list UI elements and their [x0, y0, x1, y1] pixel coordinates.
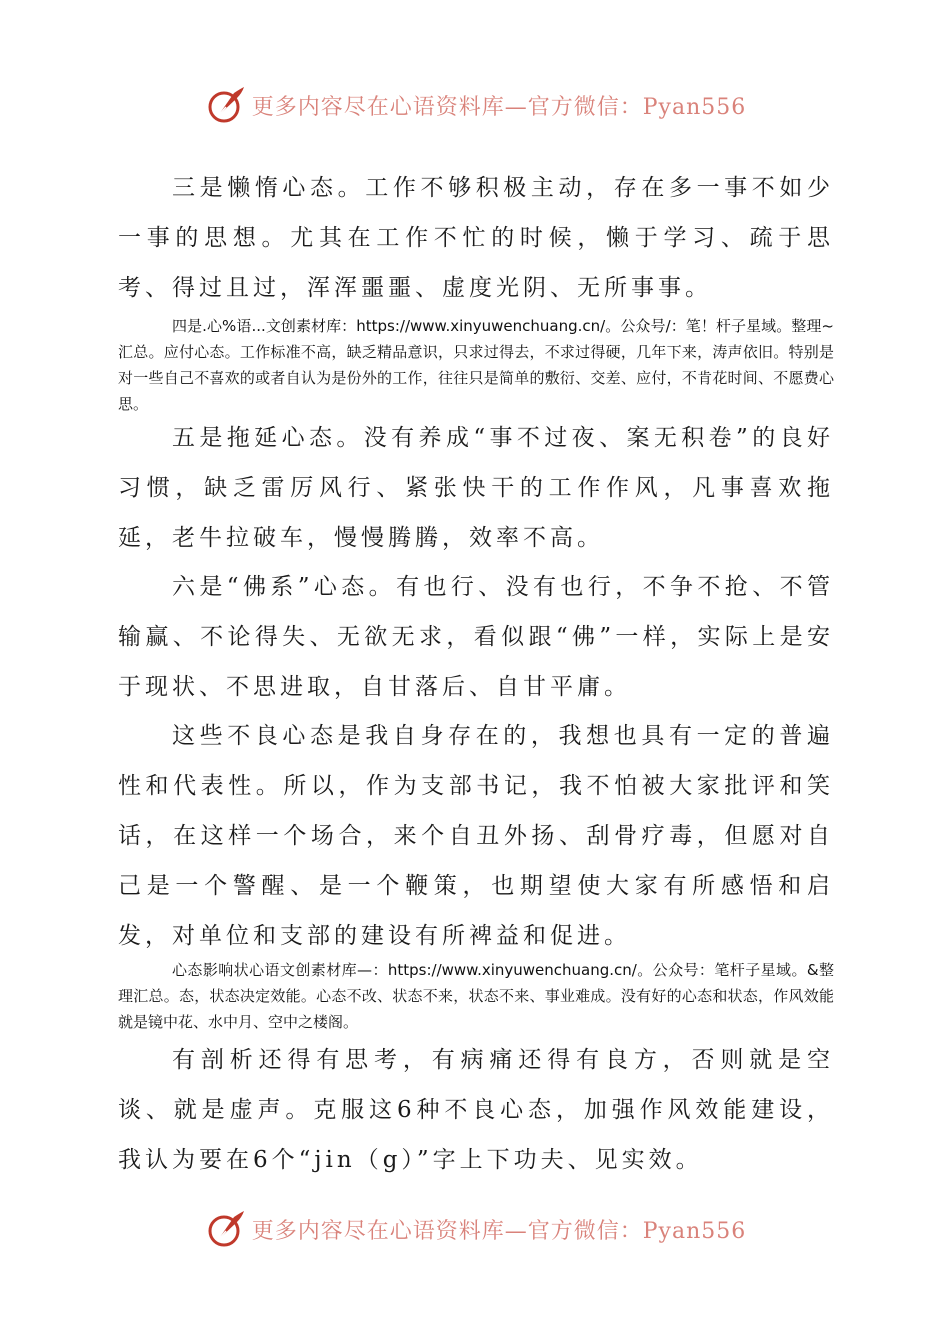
- note-mindset-effect: 心态影响状心语文创素材库—：https://www.xinyuwenchuang.cn/。公众号：笔杆子星域。&整理汇总。态，状态决定效能。心态不改、状态不来，状态不来、事业难成。没有好的心态和状态，作风效能就是镜中花、水中月、空中之楼阁。: [118, 961, 834, 1031]
- header-banner: [0, 80, 950, 130]
- quill-pen-icon: [204, 1207, 248, 1251]
- quill-pen-icon: [204, 83, 248, 127]
- paragraph-buddhist-mindset: 六是“佛系”心态。有也行、没有也行，不争不抢、不管输赢、不论得失、无欲无求，看似跟“佛”一样，实际上是安于现状、不思进取，自甘落后、自甘平庸。: [118, 574, 834, 700]
- paragraph-self-reflection: 这些不良心态是我自身存在的，我想也具有一定的普遍性和代表性。所以，作为支部书记，我不怕被大家批评和笑话，在这样一个场合，来个自丑外扬、刮骨疗毒，但愿对自己是一个警醒、是一个鞭策，也期望使大家有所感悟和启发，对单位和支部的建设有所裨益和促进。: [118, 723, 834, 949]
- footer-banner: [0, 1204, 950, 1254]
- footer-banner-text: 更多内容尽在心语资料库—官方微信：Pyan556: [251, 1218, 747, 1244]
- paragraph-procrastination-mindset: 五是拖延心态。没有养成“事不过夜、案无积卷”的良好习惯，缺乏雷厉风行、紧张快干的工作作风，凡事喜欢拖延，老牛拉破车，慢慢腾腾，效率不高。: [118, 425, 834, 551]
- header-banner-text: 更多内容尽在心语资料库—官方微信：Pyan556: [251, 94, 747, 120]
- note-perfunctory-mindset: 四是.心%语...文创素材库：https://www.xinyuwenchuang.cn/。公众号/：笔！杆子星域。整理~汇总。应付心态。工作标准不高，缺乏精品意识，只求过得去，不求过得硬，几年下来，涛声依旧。特别是对一些自己不喜欢的或者自认为是份外的工作，往往只是简单的敷衍、交差、应付，不肯花时间、不愿费心思。: [118, 317, 834, 413]
- paragraph-solutions: 有剖析还得有思考，有病痛还得有良方，否则就是空谈、就是虚声。克服这6种不良心态，加强作风效能建设，我认为要在6个“jin（g）”字上下功夫、见实效。: [118, 1047, 834, 1173]
- paragraph-lazy-mindset: 三是懒惰心态。工作不够积极主动，存在多一事不如少一事的思想。尤其在工作不忙的时候，懒于学习、疏于思考、得过且过，浑浑噩噩、虚度光阴、无所事事。: [118, 175, 834, 301]
